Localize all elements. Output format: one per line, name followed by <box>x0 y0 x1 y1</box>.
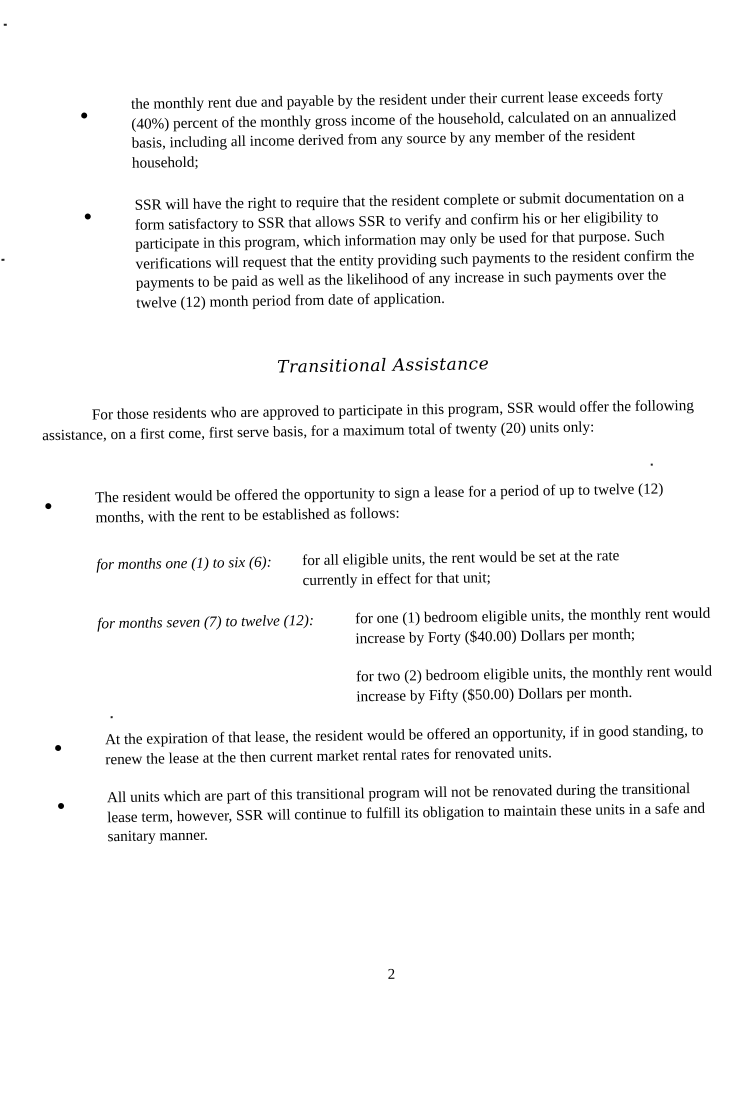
bullet-icon <box>45 503 51 509</box>
lease-offer-bullet: The resident would be offered the opportunity to sign a lease for a period of up to twelve (12) months, with the rent to be established as follows: <box>95 480 664 526</box>
scan-speck <box>651 464 653 466</box>
eligibility-criterion-documentation: SSR will have the right to require that the resident complete or submit documentation on a form satisfactory to SSR that allows SSR to verify and confirm his or her eligibility to participate in this program, which information may only be used for that purpose. Such verifications will request that the entity providing such payments to the resident confirm the payments to be paid as well as the likelihood of any increase in such payments over the twelve (12) month period from date of application. <box>134 188 695 312</box>
page-number: 2 <box>387 966 396 983</box>
bullet-icon <box>85 213 91 219</box>
scan-speck <box>1 259 4 261</box>
bullet-icon <box>58 803 64 809</box>
rent-period-text: for two (2) bedroom eligible units, the monthly rent would increase by Fifty ($50.00) Dollars per month. <box>355 662 713 705</box>
rent-period-text: for one (1) bedroom eligible units, the monthly rent would increase by Forty ($40.00) Dollars per month; <box>355 604 711 647</box>
bullet-icon <box>81 112 87 118</box>
rent-period-text-content: for all eligible units, the rent would be set at the rate currently in effect for that unit; <box>302 547 620 589</box>
scan-speck <box>4 24 7 26</box>
lease-renewal-bullet: At the expiration of that lease, the resident would be offered an opportunity, if in good standing, to renew the lease at the then current market rental rates for renovated units. <box>104 721 704 768</box>
eligibility-criterion-rent: the monthly rent due and payable by the resident under their current lease exceeds forty (40%) percent of the monthly gross income of the household, calculated on an annualized basis, including all income derived from any source by any member of the resident household; <box>130 87 677 172</box>
rent-period-text <box>302 546 663 591</box>
scan-speck <box>111 716 113 718</box>
maintenance-obligation-bullet: All units which are part of this transitional program will not be renovated during the transitional lease term, however, SSR will continue to fulfill its obligation to maintain these units in a safe and sanitary manner. <box>106 780 706 846</box>
rent-period-label: for months one (1) to six (6): <box>96 553 272 574</box>
intro-paragraph: For those residents who are approved to participate in this program, SSR would offer the following assistance, on a first come, first serve basis, for a maximum total of twenty (20) units only: <box>42 396 695 444</box>
section-heading: Transitional Assistance <box>277 354 490 378</box>
bullet-icon <box>55 745 61 751</box>
rent-period-label: for months seven (7) to twelve (12): <box>97 611 315 633</box>
